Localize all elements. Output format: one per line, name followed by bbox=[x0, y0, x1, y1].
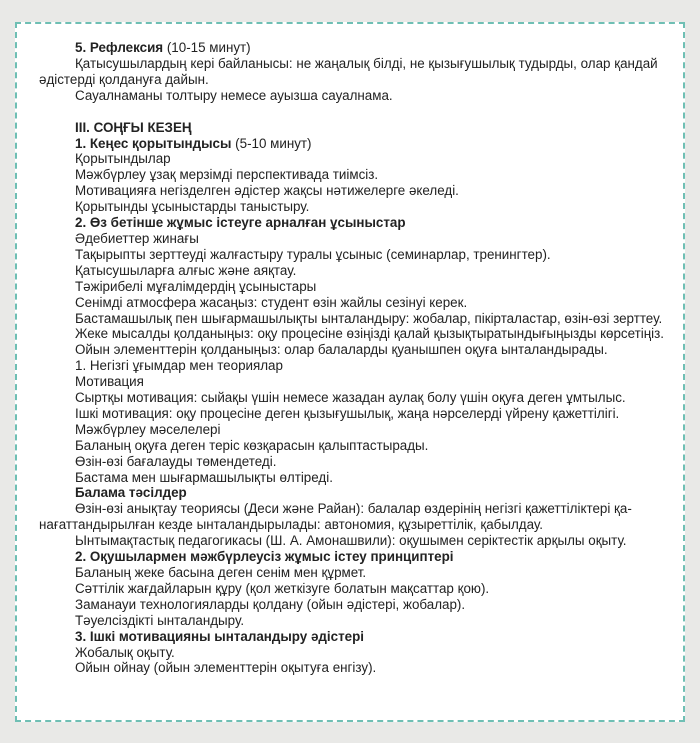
heading-reflection-title: 5. Рефлексия bbox=[75, 40, 164, 55]
heading-reflection-duration: (10-15 минут) bbox=[163, 40, 251, 55]
paragraph: Мотивацияға негізделген әдістер жақсы нәтижелерге әкеледі. bbox=[75, 183, 459, 199]
subheading: 2. Оқушылармен мәжбүрлеусіз жұмыс істеу принциптері bbox=[75, 549, 454, 565]
heading-reflection bbox=[39, 40, 665, 56]
paragraph: Ойын ойнау (ойын элементтерін оқытуға енгізу). bbox=[75, 660, 377, 676]
paragraph: Бастамашылық пен шығармашылықты ынталандыру: жобалар, пікірталастар, өзін-өзі зерттеу. bbox=[75, 310, 663, 326]
heading-summary-title: 1. Кеңес қорытындысы bbox=[75, 135, 232, 151]
paragraph: Қорытынды ұсыныстарды таныстыру. bbox=[75, 199, 310, 215]
paragraph: Ойын элементтерін қолданыңыз: олар балаларды қуанышпен оқуға ынталандырады. bbox=[75, 342, 608, 358]
paragraph: Сауалнаманы толтыру немесе ауызша сауалнама. bbox=[75, 87, 393, 103]
paragraph: Әдебиеттер жинағы bbox=[75, 230, 199, 246]
paragraph: Тәуелсіздікті ынталандыру. bbox=[75, 612, 245, 628]
paragraph: Сәттілік жағдайларын құру (қол жеткізуге болатын мақсаттар қою). bbox=[75, 580, 490, 596]
subheading: 2. Өз бетінше жұмыс істеуге арналған ұсыныстар bbox=[75, 215, 406, 231]
spacer bbox=[39, 104, 665, 120]
paragraph: Өзін-өзі бағалауды төмендетеді. bbox=[75, 453, 277, 469]
paragraph: Қатысушыларға алғыс және аяқтау. bbox=[75, 262, 297, 278]
paragraph: Қорытындылар bbox=[75, 151, 171, 167]
paragraph: Ынтымақтастық педагогикасы (Ш. А. Амонашвили): оқушымен серіктестік арқылы оқыту. bbox=[75, 533, 627, 549]
paragraph: Жобалық оқыту. bbox=[75, 644, 175, 660]
paragraph: Бастама мен шығармашылықты өлтіреді. bbox=[75, 469, 333, 485]
document-text bbox=[39, 40, 665, 676]
subheading: Балама тәсілдер bbox=[75, 485, 187, 501]
paragraph: Мотивация bbox=[75, 374, 144, 390]
paragraph: Ішкі мотивация: оқу процесіне деген қызығушылық, жаңа нәрселерді үйрену қажеттілігі. bbox=[75, 405, 620, 421]
section-heading: III. СОҢҒЫ КЕЗЕҢ bbox=[75, 119, 192, 135]
paragraph: Заманауи технологияларды қолдану (ойын әдістері, жобалар). bbox=[75, 596, 466, 612]
paragraph: Өзін-өзі анықтау теориясы (Деси және Райан): балалар өздерінің негізгі қажеттіліктері қанағаттандырылған кезде ынталандырылады: автономия, құзыреттілік, қабылдау. bbox=[39, 501, 632, 533]
paragraph: Тәжірибелі мұғалімдердің ұсыныстары bbox=[75, 278, 317, 294]
paragraph: Мәжбүрлеу мәселелері bbox=[75, 421, 221, 437]
paragraph: Қатысушылардың кері байланысы: не жаңалық білді, не қызығушылық тудырды, олар қандай әдістерді қолдануға дайын. bbox=[39, 55, 658, 87]
subheading: 3. Ішкі мотивацияны ынталандыру әдістері bbox=[75, 628, 364, 644]
paragraph: 1. Негізгі ұғымдар мен теориялар bbox=[75, 358, 283, 374]
paragraph: Сыртқы мотивация: сыйақы үшін немесе жазадан аулақ болу үшін оқуға деген ұмтылыс. bbox=[75, 390, 626, 406]
paragraph: Тақырыпты зерттеуді жалғастыру туралы ұсыныс (семинарлар, тренингтер). bbox=[75, 246, 551, 262]
heading-summary bbox=[39, 136, 665, 152]
heading-summary-duration: (5-10 минут) bbox=[231, 135, 312, 151]
paragraph: Баланың оқуға деген теріс көзқарасын қалыптастырады. bbox=[75, 437, 429, 453]
document-page bbox=[15, 22, 685, 722]
paragraph: Жеке мысалды қолданыңыз: оқу процесіне өзіңізді қалай қызықтыратындығыңызды көрсетіңіз. bbox=[75, 326, 664, 342]
paragraph: Мәжбүрлеу ұзақ мерзімді перспективада тиімсіз. bbox=[75, 167, 379, 183]
paragraph: Сенімді атмосфера жасаңыз: студент өзін жайлы сезінуі керек. bbox=[75, 294, 468, 310]
paragraph: Баланың жеке басына деген сенім мен құрмет. bbox=[75, 565, 367, 580]
